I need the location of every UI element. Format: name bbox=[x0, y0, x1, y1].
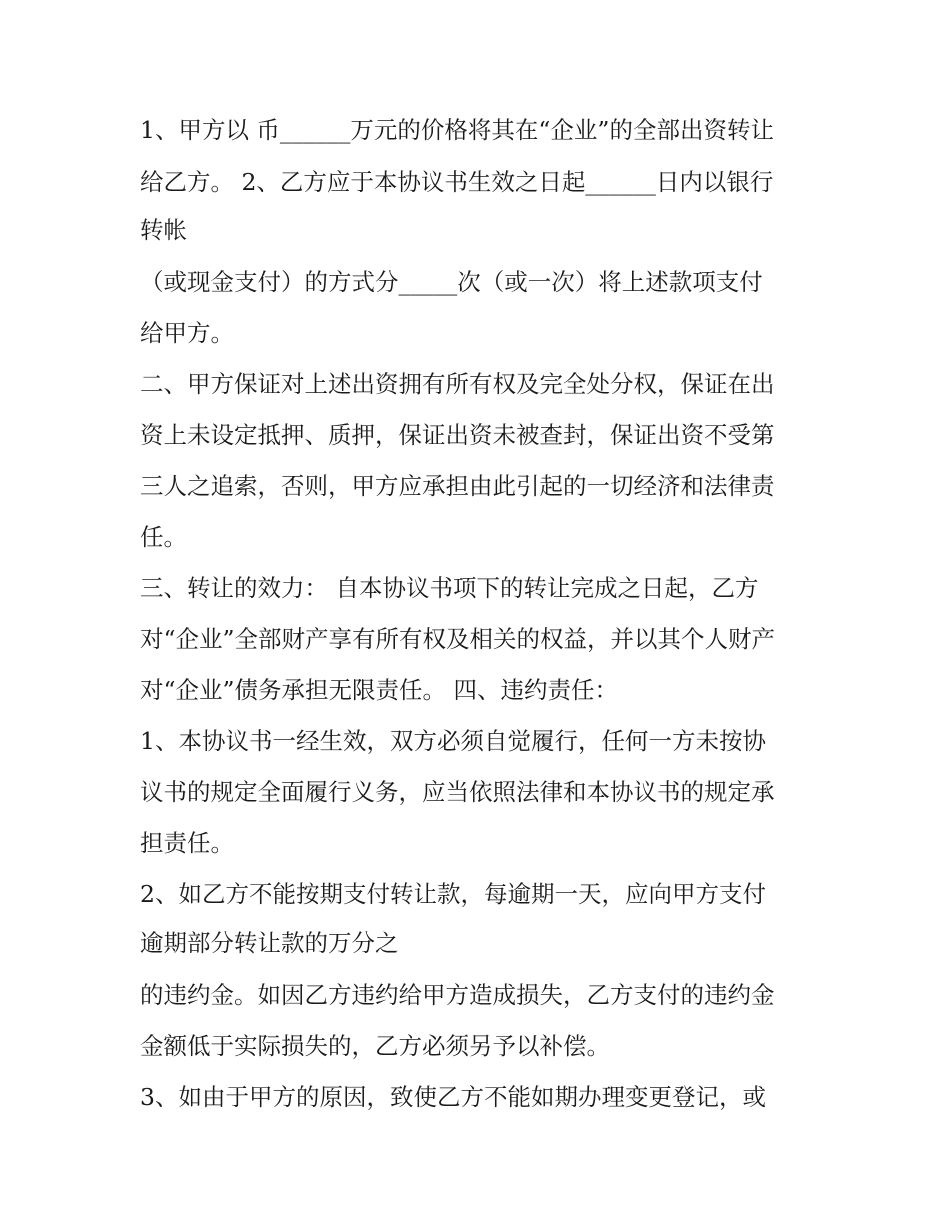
text-line: 的违约金。如因乙方违约给甲方造成损失，乙方支付的违约金 bbox=[140, 981, 775, 1009]
text-line: 给乙方。 2、乙方应于本协议书生效之日起______日内以银行 bbox=[140, 168, 774, 196]
text-line: （或现金支付）的方式分_____次（或一次）将上述款项支付 bbox=[140, 268, 763, 296]
text-line: 二、甲方保证对上述出资拥有所有权及完全处分权，保证在出 bbox=[140, 370, 775, 398]
text-line: 三、转让的效力： 自本协议书项下的转让完成之日起，乙方 bbox=[140, 574, 759, 602]
text-line: 逾期部分转让款的万分之 bbox=[140, 929, 399, 957]
text-line: 议书的规定全面履行义务，应当依照法律和本协议书的规定承 bbox=[140, 778, 775, 806]
text-line: 金额低于实际损失的，乙方必须另予以补偿。 bbox=[140, 1032, 610, 1060]
text-line: 任。 bbox=[140, 523, 187, 551]
text-line: 对“企业”全部财产享有所有权及相关的权益，并以其个人财产 bbox=[140, 625, 776, 653]
text-line: 资上未设定抵押、质押，保证出资未被查封，保证出资不受第 bbox=[140, 421, 775, 449]
text-line: 3、如由于甲方的原因，致使乙方不能如期办理变更登记，或 bbox=[140, 1083, 766, 1111]
text-line: 1、甲方以 币______万元的价格将其在“企业”的全部出资转让 bbox=[140, 116, 774, 144]
text-line: 2、如乙方不能按期支付转让款，每逾期一天，应向甲方支付 bbox=[140, 880, 766, 908]
text-line: 三人之追索，否则，甲方应承担由此引起的一切经济和法律责 bbox=[140, 472, 775, 500]
text-line: 转帐 bbox=[140, 216, 187, 244]
text-line: 1、本协议书一经生效，双方必须自觉履行，任何一方未按协 bbox=[140, 727, 766, 755]
text-line: 担责任。 bbox=[140, 829, 234, 857]
text-line: 给甲方。 bbox=[140, 319, 234, 347]
text-line: 对“企业”债务承担无限责任。 四、违约责任： bbox=[140, 676, 618, 704]
